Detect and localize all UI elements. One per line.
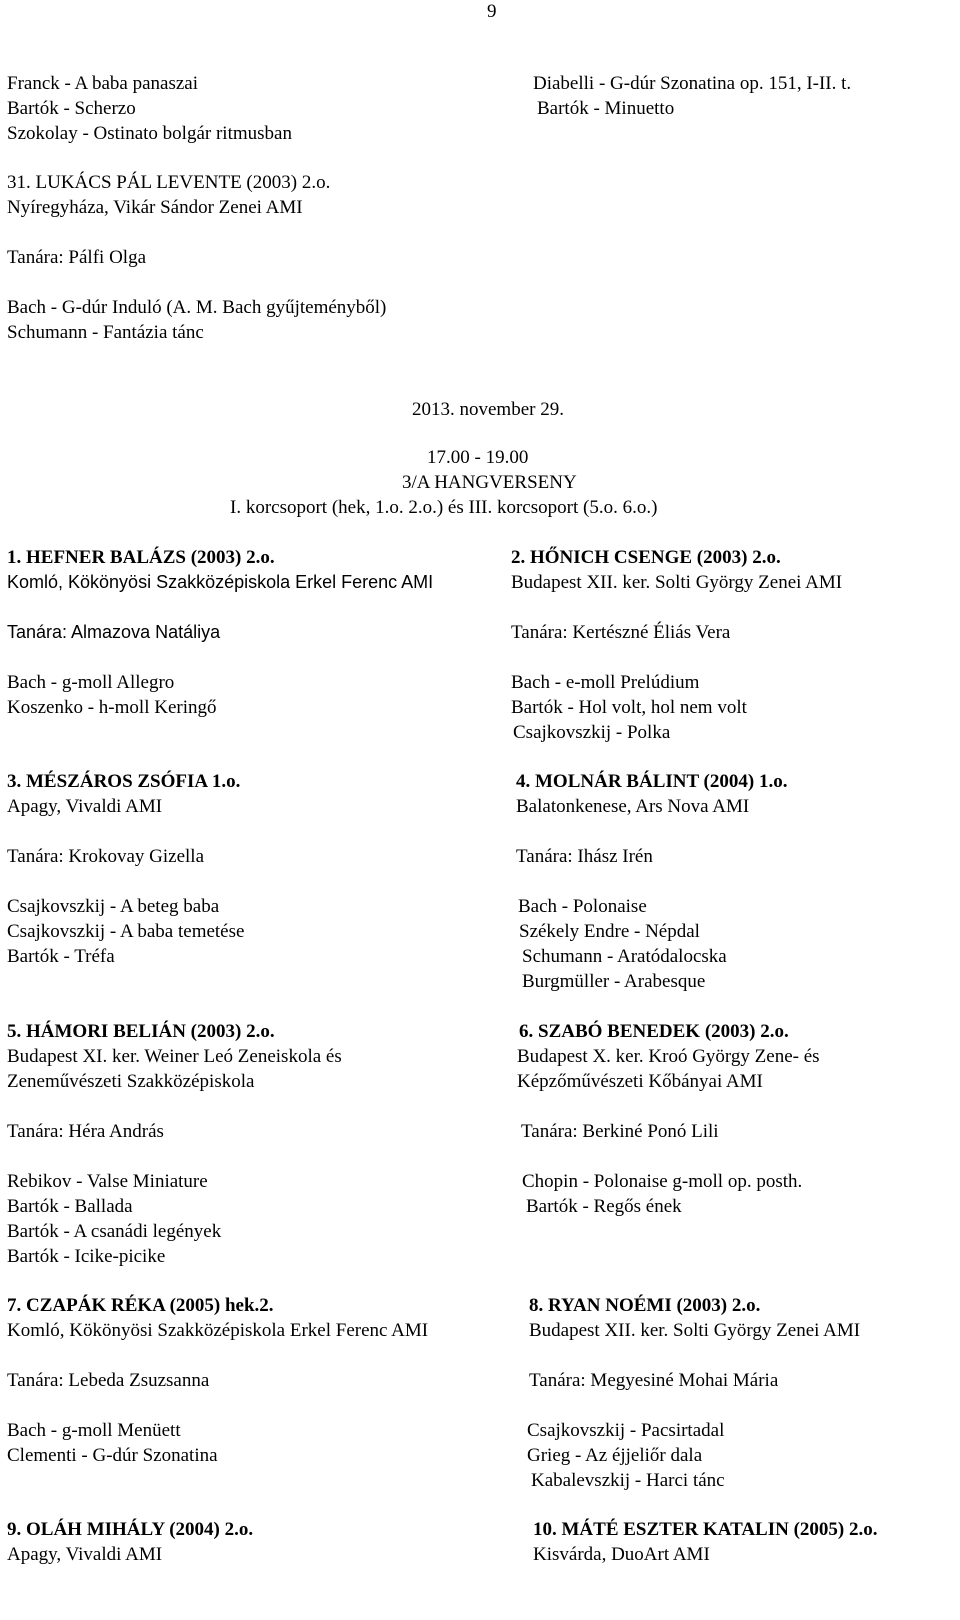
entry-heading: 31. LUKÁCS PÁL LEVENTE (2003) 2.o. <box>7 172 331 193</box>
program-line: Csajkovszkij - A beteg baba <box>7 896 220 917</box>
program-line: Bartók - Regős ének <box>526 1196 682 1217</box>
entry-school: Képzőművészeti Kőbányai AMI <box>517 1071 763 1092</box>
entry-school: Budapest XI. ker. Weiner Leó Zeneiskola és <box>7 1046 342 1067</box>
program-line: Bartók - A csanádi legények <box>7 1221 222 1242</box>
program-line: Bach - e-moll Prelúdium <box>511 672 700 693</box>
program-line: Grieg - Az éjjeliőr dala <box>527 1445 703 1466</box>
concert-date: 2013. november 29. <box>412 399 564 420</box>
program-line: Schumann - Aratódalocska <box>522 946 727 967</box>
program-line: Bartók - Minuetto <box>537 98 675 119</box>
entry-teacher: Tanára: Ihász Irén <box>516 846 653 867</box>
program-line: Székely Endre - Népdal <box>519 921 700 942</box>
entry-heading: 10. MÁTÉ ESZTER KATALIN (2005) 2.o. <box>533 1519 878 1540</box>
program-line: Bach - g-moll Allegro <box>7 672 175 693</box>
entry-school: Apagy, Vivaldi AMI <box>7 1544 163 1565</box>
program-line: Franck - A baba panaszai <box>7 73 198 94</box>
entry-school: Balatonkenese, Ars Nova AMI <box>516 796 750 817</box>
program-line: Bartók - Hol volt, hol nem volt <box>511 697 747 718</box>
program-line: Chopin - Polonaise g-moll op. posth. <box>522 1171 803 1192</box>
program-line: Bartók - Scherzo <box>7 98 136 119</box>
concert-time: 17.00 - 19.00 <box>427 447 529 468</box>
entry-teacher: Tanára: Kertészné Éliás Vera <box>511 622 731 643</box>
entry-teacher: Tanára: Pálfi Olga <box>7 247 147 268</box>
program-line: Bartók - Tréfa <box>7 946 115 967</box>
program-line: Bach - G-dúr Induló (A. M. Bach gyűjteményből) <box>7 297 387 318</box>
program-line: Csajkovszkij - Pacsirtadal <box>527 1420 725 1441</box>
entry-school: Kisvárda, DuoArt AMI <box>533 1544 710 1565</box>
entry-school: Budapest X. ker. Kroó György Zene- és <box>517 1046 820 1067</box>
page-number: 9 <box>487 1 497 22</box>
entry-teacher: Tanára: Almazova Natáliya <box>7 622 221 642</box>
concert-groups: I. korcsoport (hek, 1.o. 2.o.) és III. korcsoport (5.o. 6.o.) <box>230 497 658 518</box>
program-line: Burgmüller - Arabesque <box>522 971 706 992</box>
program-line: Koszenko - h-moll Keringő <box>7 697 217 718</box>
program-line: Bartók - Ballada <box>7 1196 133 1217</box>
entry-school: Komló, Kökönyösi Szakközépiskola Erkel Ferenc AMI <box>7 1320 429 1341</box>
concert-title: 3/A HANGVERSENY <box>402 472 577 493</box>
entry-teacher: Tanára: Berkiné Ponó Lili <box>521 1121 719 1142</box>
entry-heading: 7. CZAPÁK RÉKA (2005) hek.2. <box>7 1295 274 1316</box>
program-line: Rebikov - Valse Miniature <box>7 1171 208 1192</box>
program-line: Bach - Polonaise <box>518 896 647 917</box>
program-line: Bach - g-moll Menüett <box>7 1420 181 1441</box>
entry-teacher: Tanára: Krokovay Gizella <box>7 846 205 867</box>
entry-school: Zeneművészeti Szakközépiskola <box>7 1071 255 1092</box>
entry-teacher: Tanára: Megyesiné Mohai Mária <box>529 1370 779 1391</box>
entry-school: Budapest XII. ker. Solti György Zenei AMI <box>529 1320 861 1341</box>
program-line: Clementi - G-dúr Szonatina <box>7 1445 218 1466</box>
program-line: Bartók - Icike-picike <box>7 1246 166 1267</box>
program-line: Szokolay - Ostinato bolgár ritmusban <box>7 123 292 144</box>
program-line: Kabalevszkij - Harci tánc <box>531 1470 725 1491</box>
entry-heading: 4. MOLNÁR BÁLINT (2004) 1.o. <box>516 771 788 792</box>
program-line: Diabelli - G-dúr Szonatina op. 151, I-II. t. <box>533 73 852 94</box>
entry-school: Apagy, Vivaldi AMI <box>7 796 163 817</box>
entry-heading: 1. HEFNER BALÁZS (2003) 2.o. <box>7 547 275 568</box>
entry-school: Komló, Kökönyösi Szakközépiskola Erkel Ferenc AMI <box>7 572 434 592</box>
entry-heading: 6. SZABÓ BENEDEK (2003) 2.o. <box>519 1021 789 1042</box>
entry-school: Budapest XII. ker. Solti György Zenei AMI <box>511 572 843 593</box>
entry-teacher: Tanára: Héra András <box>7 1121 164 1142</box>
entry-school: Nyíregyháza, Vikár Sándor Zenei AMI <box>7 197 303 218</box>
program-line: Schumann - Fantázia tánc <box>7 322 204 343</box>
entry-heading: 3. MÉSZÁROS ZSÓFIA 1.o. <box>7 771 241 792</box>
program-line: Csajkovszkij - A baba temetése <box>7 921 245 942</box>
entry-heading: 5. HÁMORI BELIÁN (2003) 2.o. <box>7 1021 275 1042</box>
entry-teacher: Tanára: Lebeda Zsuzsanna <box>7 1370 210 1391</box>
program-line: Csajkovszkij - Polka <box>513 722 671 743</box>
entry-heading: 8. RYAN NOÉMI (2003) 2.o. <box>529 1295 761 1316</box>
entry-heading: 9. OLÁH MIHÁLY (2004) 2.o. <box>7 1519 254 1540</box>
entry-heading: 2. HŐNICH CSENGE (2003) 2.o. <box>511 547 781 568</box>
